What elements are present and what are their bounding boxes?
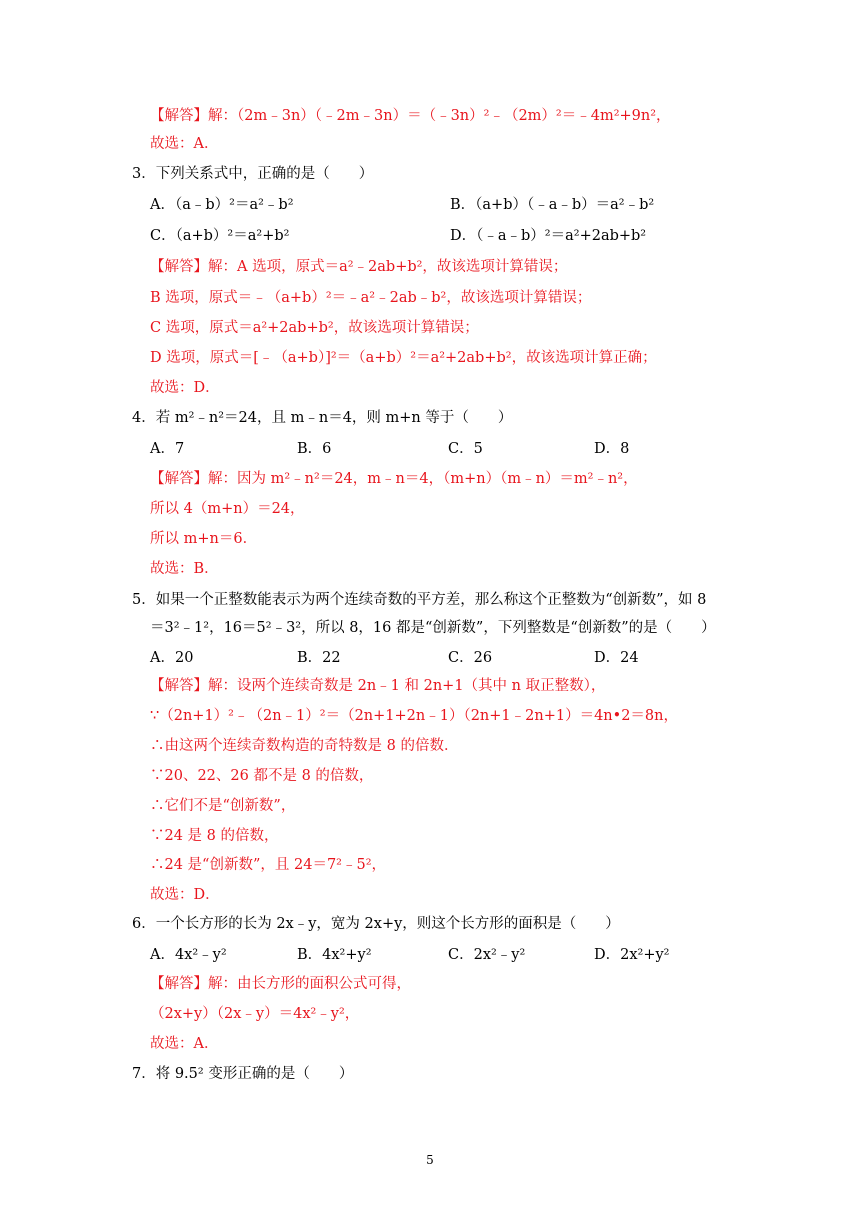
solution-line: 所以 4（m+n）＝24，: [150, 501, 305, 517]
option-c: C．5: [448, 441, 483, 457]
solution-line: 故选：A．: [150, 1036, 219, 1052]
solution-line: ∴24 是“创新数”，且 24＝7²﹣5²，: [150, 857, 387, 873]
option-a: A．20: [150, 650, 194, 666]
question-7: 7．将 9.5² 变形正确的是（ ）: [132, 1066, 354, 1082]
question-5-cont: ＝3²﹣1²，16＝5²﹣3²，所以 8，16 都是“创新数”，下列整数是“创新数”的是（ ）: [150, 620, 716, 636]
solution-line: 【解答】解：因为 m²﹣n²＝24，m﹣n＝4，（m+n）（m﹣n）＝m²﹣n²，: [150, 471, 638, 487]
solution-line: ∵20、22、26 都不是 8 的倍数，: [150, 768, 374, 784]
option-d: D．8: [594, 441, 630, 457]
solution-line: （2x+y）（2x﹣y）＝4x²﹣y²，: [150, 1006, 360, 1022]
solution-line: 故选：D．: [150, 380, 220, 396]
solution-line: 【解答】解：设两个连续奇数是 2n﹣1 和 2n+1（其中 n 取正整数），: [150, 678, 606, 694]
solution-line: 【解答】解：（2m﹣3n）（﹣2m﹣3n）＝（﹣3n）²﹣（2m）²＝﹣4m²+9n²，: [150, 108, 671, 124]
option-c: C．2x²﹣y²: [448, 947, 526, 963]
question-4: 4．若 m²﹣n²＝24，且 m﹣n＝4，则 m+n 等于（ ）: [132, 410, 513, 426]
page-number: 5: [426, 1153, 434, 1167]
question-5: 5．如果一个正整数能表示为两个连续奇数的平方差，那么称这个正整数为“创新数”，如 8: [132, 592, 707, 608]
solution-line: 所以 m+n＝6．: [150, 531, 258, 547]
solution-line: 故选：B．: [150, 561, 219, 577]
option-b: B．6: [297, 441, 332, 457]
option-c: C．（a+b）²＝a²+b²: [150, 228, 290, 244]
option-a: A．7: [150, 441, 185, 457]
solution-line: 【解答】解：A 选项，原式＝a²﹣2ab+b²，故该选项计算错误；: [150, 259, 568, 275]
solution-line: 故选：D．: [150, 887, 220, 903]
solution-line: 【解答】解：由长方形的面积公式可得，: [150, 976, 411, 992]
solution-line: C 选项，原式＝a²+2ab+b²，故该选项计算错误；: [150, 320, 479, 336]
solution-line: ∴由这两个连续奇数构造的奇特数是 8 的倍数．: [150, 738, 459, 754]
option-b: B．（a+b）（﹣a﹣b）＝a²﹣b²: [450, 197, 655, 213]
solution-line: ∵（2n+1）²﹣（2n﹣1）²＝（2n+1+2n﹣1）（2n+1﹣2n+1）＝4n•2＝8n，: [150, 708, 678, 724]
option-b: B．22: [297, 650, 341, 666]
option-c: C．26: [448, 650, 493, 666]
question-3: 3．下列关系式中，正确的是（ ）: [132, 166, 374, 182]
question-6: 6．一个长方形的长为 2x﹣y，宽为 2x+y，则这个长方形的面积是（ ）: [132, 916, 620, 932]
solution-line: 故选：A．: [150, 136, 219, 152]
option-b: B．4x²+y²: [297, 947, 372, 963]
solution-line: ∴它们不是“创新数”，: [150, 798, 296, 814]
option-d: D．（﹣a﹣b）²＝a²+2ab+b²: [450, 228, 647, 244]
option-d: D．2x²+y²: [594, 947, 670, 963]
option-a: A．（a﹣b）²＝a²﹣b²: [150, 197, 294, 213]
solution-line: B 选项，原式＝﹣（a+b）²＝﹣a²﹣2ab﹣b²，故该选项计算错误；: [150, 290, 592, 306]
solution-line: ∵24 是 8 的倍数，: [150, 828, 279, 844]
solution-line: D 选项，原式＝[﹣（a+b）]²＝（a+b）²＝a²+2ab+b²，故该选项计算正确；: [150, 350, 657, 366]
option-d: D．24: [594, 650, 639, 666]
option-a: A．4x²﹣y²: [150, 947, 227, 963]
